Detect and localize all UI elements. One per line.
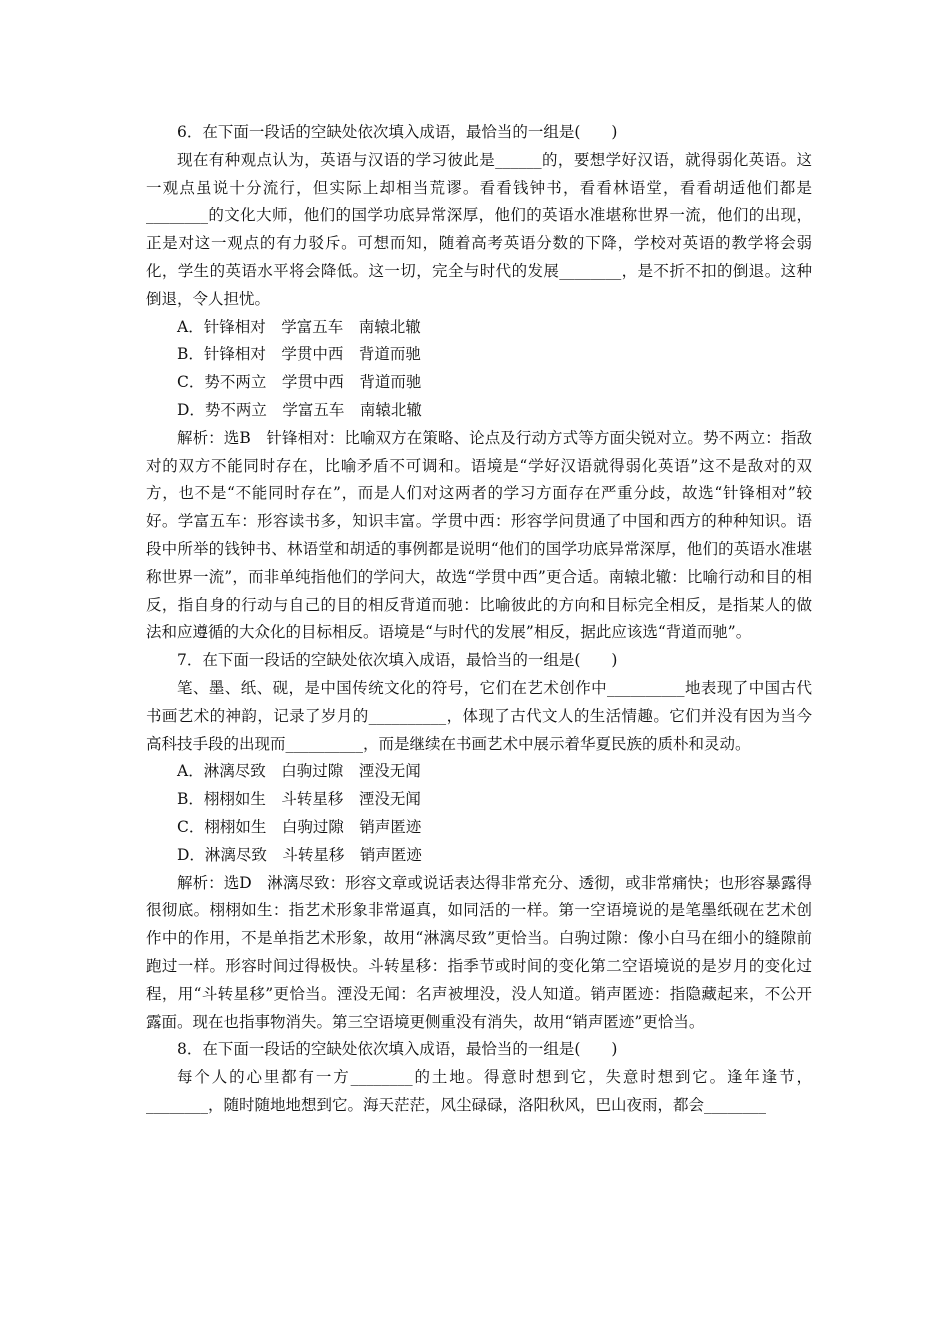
question-7-analysis: 解析：选D 淋漓尽致：形容文章或说话表达得非常充分、透彻，或非常痛快；也形容暴露得很彻底。栩栩如生：指艺术形象非常逼真，如同活的一样。第一空语境说的是笔墨纸砚在艺术创作中的作用，不是单指艺术形象，故用“淋漓尽致”更恰当。白驹过隙：像小白马在细小的缝隙前跑过一样。形容时间过得极快。斗转星移：指季节或时间的变化第二空语境说的是岁月的变化过程，用“斗转星移”更恰当。湮没无闻：名声被埋没，没人知道。销声匿迹：指隐藏起来，不公开露面。现在也指事物消失。第三空语境更侧重没有消失，故用“销声匿迹”更恰当。 <box>146 873 812 1031</box>
question-6-stem: 6．在下面一段话的空缺处依次填入成语，最恰当的一组是( ) <box>177 123 618 141</box>
question-6-option-c: C．势不两立 学贯中西 背道而驰 <box>177 373 422 392</box>
question-6-option-a: A．针锋相对 学富五车 南辕北辙 <box>177 317 421 336</box>
question-7-stem: 7．在下面一段话的空缺处依次填入成语，最恰当的一组是( ) <box>177 651 618 670</box>
question-6-analysis: 解析：选B 针锋相对：比喻双方在策略、论点及行动方式等方面尖锐对立。势不两立：指敌对的双方不能同时存在，比喻矛盾不可调和。语境是“学好汉语就得弱化英语”这不是敌对的双方，也不是“不能同时存在”，而是人们对这两者的学习方面存在严重分歧，故选“针锋相对”较好。学富五车：形容读书多，知识丰富。学贯中西：形容学问贯通了中国和西方的种种知识。语段中所举的钱钟书、林语堂和胡适的事例都是说明“他们的国学功底异常深厚，他们的英语水准堪称世界一流”，而非单纯指他们的学问大，故选“学贯中西”更合适。南辕北辙：比喻行动和目的相反，指自身的行动与自己的目的相反背道而驰：比喻彼此的方向和目标完全相反，是指某人的做法和应遵循的大众化的目标相反。语境是“与时代的发展”相反，据此应该选“背道而驰”。 <box>146 428 812 642</box>
question-7-option-b: B．栩栩如生 斗转星移 湮没无闻 <box>177 790 421 809</box>
question-7-option-d: D．淋漓尽致 斗转星移 销声匿迹 <box>177 845 422 864</box>
question-8-passage: 每个人的心里都有一方________的土地。得意时想到它，失意时想到它。逢年逢节，________，随时随地地想到它。海天茫茫，风尘碌碌，洛阳秋风，巴山夜雨，都会________ <box>146 1068 812 1114</box>
question-6-passage: 现在有种观点认为，英语与汉语的学习彼此是______的，要想学好汉语，就得弱化英语。这一观点虽说十分流行，但实际上却相当荒谬。看看钱钟书，看看林语堂，看看胡适他们都是________的文化大师，他们的国学功底异常深厚，他们的英语水准堪称世界一流，他们的出现，正是对这一观点的有力驳斥。可想而知，随着高考英语分数的下降，学校对英语的教学将会弱化，学生的英语水平将会降低。这一切，完全与时代的发展________，是不折不扣的倒退。这种倒退，令人担忧。 <box>146 150 812 308</box>
question-6-option-b: B．针锋相对 学贯中西 背道而驰 <box>177 345 421 364</box>
question-7-option-a: A．淋漓尽致 白驹过隙 湮没无闻 <box>177 762 421 781</box>
question-6-option-d: D．势不两立 学富五车 南辕北辙 <box>177 400 422 419</box>
question-7-passage: 笔、墨、纸、砚，是中国传统文化的符号，它们在艺术创作中__________地表现了中国古代书画艺术的神韵，记录了岁月的__________，体现了古代文人的生活情趣。它们并没有因为当今高科技手段的出现而__________，而是继续在书画艺术中展示着华夏民族的质朴和灵动。 <box>146 678 812 753</box>
question-7-option-c: C．栩栩如生 白驹过隙 销声匿迹 <box>177 817 422 836</box>
question-8-stem: 8．在下面一段话的空缺处依次填入成语，最恰当的一组是( ) <box>177 1040 618 1059</box>
document-body <box>146 119 812 1120</box>
